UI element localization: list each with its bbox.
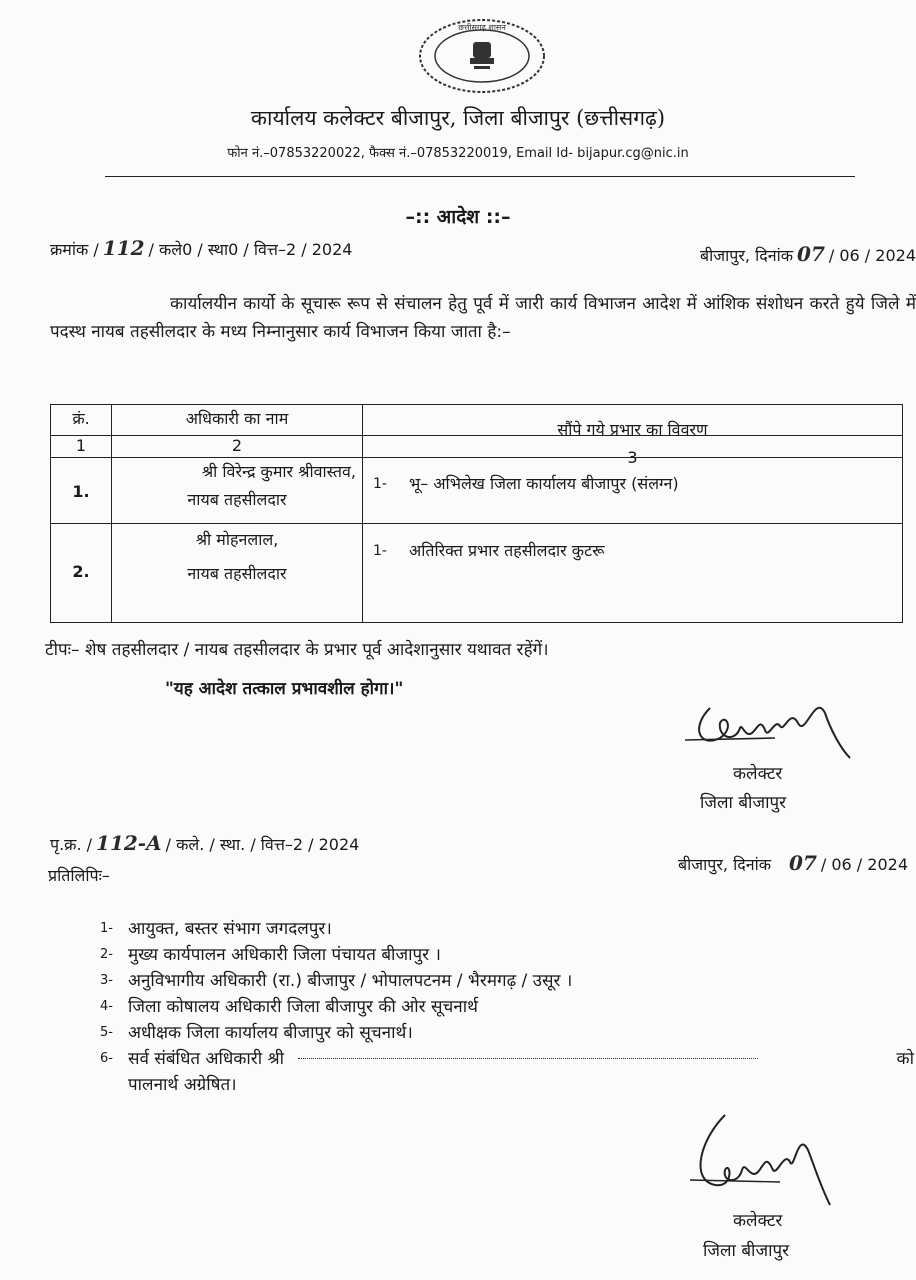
header-officer-name: अधिकारी का नाम	[185, 409, 289, 428]
copy-ref-number: 112-A	[96, 831, 162, 855]
row-2-name-line2: नायब तहसीलदार	[187, 564, 287, 583]
list-item: 4- जिला कोषालय अधिकारी जिला बीजापुर की ओर सूचनार्थ	[100, 997, 478, 1017]
col-number-2: 2	[231, 436, 243, 455]
row-2-charge-num: 1-	[373, 543, 387, 559]
row-1-serial: 1.	[72, 482, 90, 501]
copy-date-prefix: बीजापुर, दिनांक	[677, 855, 772, 874]
ref-suffix: / कले0 / स्था0 / वित्त–2 / 2024	[148, 240, 353, 259]
date-suffix: / 06 / 2024	[828, 246, 916, 265]
note-line: टीपः– शेष तहसीलदार / नायब तहसीलदार के प्रभार पूर्व आदेशानुसार यथावत रहेंगें।	[45, 640, 549, 660]
seal-text: छत्तीसगढ़ शासन	[458, 23, 506, 32]
row-1-name-line2: नायब तहसीलदार	[187, 490, 287, 509]
copy-list	[100, 916, 916, 1098]
copy-ref-suffix: / कले. / स्था. / वित्त–2 / 2024	[165, 835, 360, 854]
copy-date-suffix: / 06 / 2024	[820, 855, 908, 874]
signature-1-title: कलेक्टर	[733, 764, 783, 784]
office-title: कार्यालय कलेक्टर बीजापुर, जिला बीजापुर (छत्तीसगढ़)	[250, 106, 666, 130]
order-date	[700, 242, 916, 266]
header-divider	[105, 176, 855, 177]
date-prefix: बीजापुर, दिनांक	[699, 246, 794, 265]
signature-2	[680, 1110, 850, 1210]
signature-2-title: कलेक्टर	[733, 1211, 783, 1231]
effect-statement: "यह आदेश तत्काल प्रभावशील होगा।"	[165, 679, 404, 699]
copy-label: प्रतिलिपिः–	[48, 866, 110, 885]
signature-1	[680, 688, 860, 768]
header-serial: क्रं.	[72, 409, 90, 428]
row-1-charge: भू– अभिलेख जिला कार्यालय बीजापुर (संलग्न)	[409, 474, 679, 493]
ref-prefix: क्रमांक /	[50, 240, 99, 259]
list-item: 2- मुख्य कार्यपालन अधिकारी जिला पंचायत बीजापुर ।	[100, 945, 441, 965]
fill-in-dots	[298, 1046, 758, 1059]
contact-line: फोन नं.–07853220022, फैक्स नं.–07853220019, Email Id- bijapur.cg@nic.in	[227, 146, 689, 161]
list-item-continued: पालनार्थ अग्रेषित।	[128, 1075, 237, 1095]
order-body: कार्यालयीन कार्यो के सूचारू रूप से संचालन हेतु पूर्व में जारी कार्य विभाजन आदेश में आंशिक संशोधन करते हुये जिले में पदस्थ नायब तहसीलदार के मध्य निम्नानुसार कार्य विभाजन किया जाता है:–	[50, 294, 916, 342]
copy-ref-prefix: पृ.क्र. /	[50, 835, 93, 854]
order-reference	[50, 236, 352, 260]
col-number-1: 1	[75, 436, 87, 455]
copy-reference	[50, 831, 359, 855]
row-2-serial: 2.	[72, 562, 90, 581]
order-heading: –:: आदेश ::–	[405, 206, 511, 228]
signature-1-district: जिला बीजापुर	[700, 793, 787, 813]
date-day: 07	[797, 242, 825, 266]
row-2-charge: अतिरिक्त प्रभार तहसीलदार कुटरू	[409, 541, 605, 560]
row-1-charge-num: 1-	[373, 476, 387, 492]
item-6-end: को	[896, 1049, 914, 1069]
list-item: 1- आयुक्त, बस्तर संभाग जगदलपुर।	[100, 919, 332, 939]
copy-date-day: 07	[789, 851, 817, 875]
charge-table	[50, 404, 903, 623]
government-seal	[415, 16, 550, 96]
list-item: 5- अधीक्षक जिला कार्यालय बीजापुर को सूचनार्थ।	[100, 1023, 413, 1043]
signature-2-district: जिला बीजापुर	[703, 1241, 790, 1261]
list-item: 6- सर्व संबंधित अधिकारी श्री को	[100, 1046, 916, 1072]
row-2-name-line1: श्री मोहनलाल,	[195, 530, 279, 549]
copy-date	[678, 851, 908, 875]
list-item: 3- अनुविभागीय अधिकारी (रा.) बीजापुर / भोपालपटनम / भैरमगढ़ / उसूर ।	[100, 971, 573, 991]
col-number-3: 3	[627, 448, 638, 467]
header-charge-details: सौंपे गये प्रभार का विवरण	[557, 420, 708, 439]
ref-number: 112	[102, 236, 145, 260]
row-1-name-line1: श्री विरेन्द्र कुमार श्रीवास्तव,	[201, 462, 356, 481]
